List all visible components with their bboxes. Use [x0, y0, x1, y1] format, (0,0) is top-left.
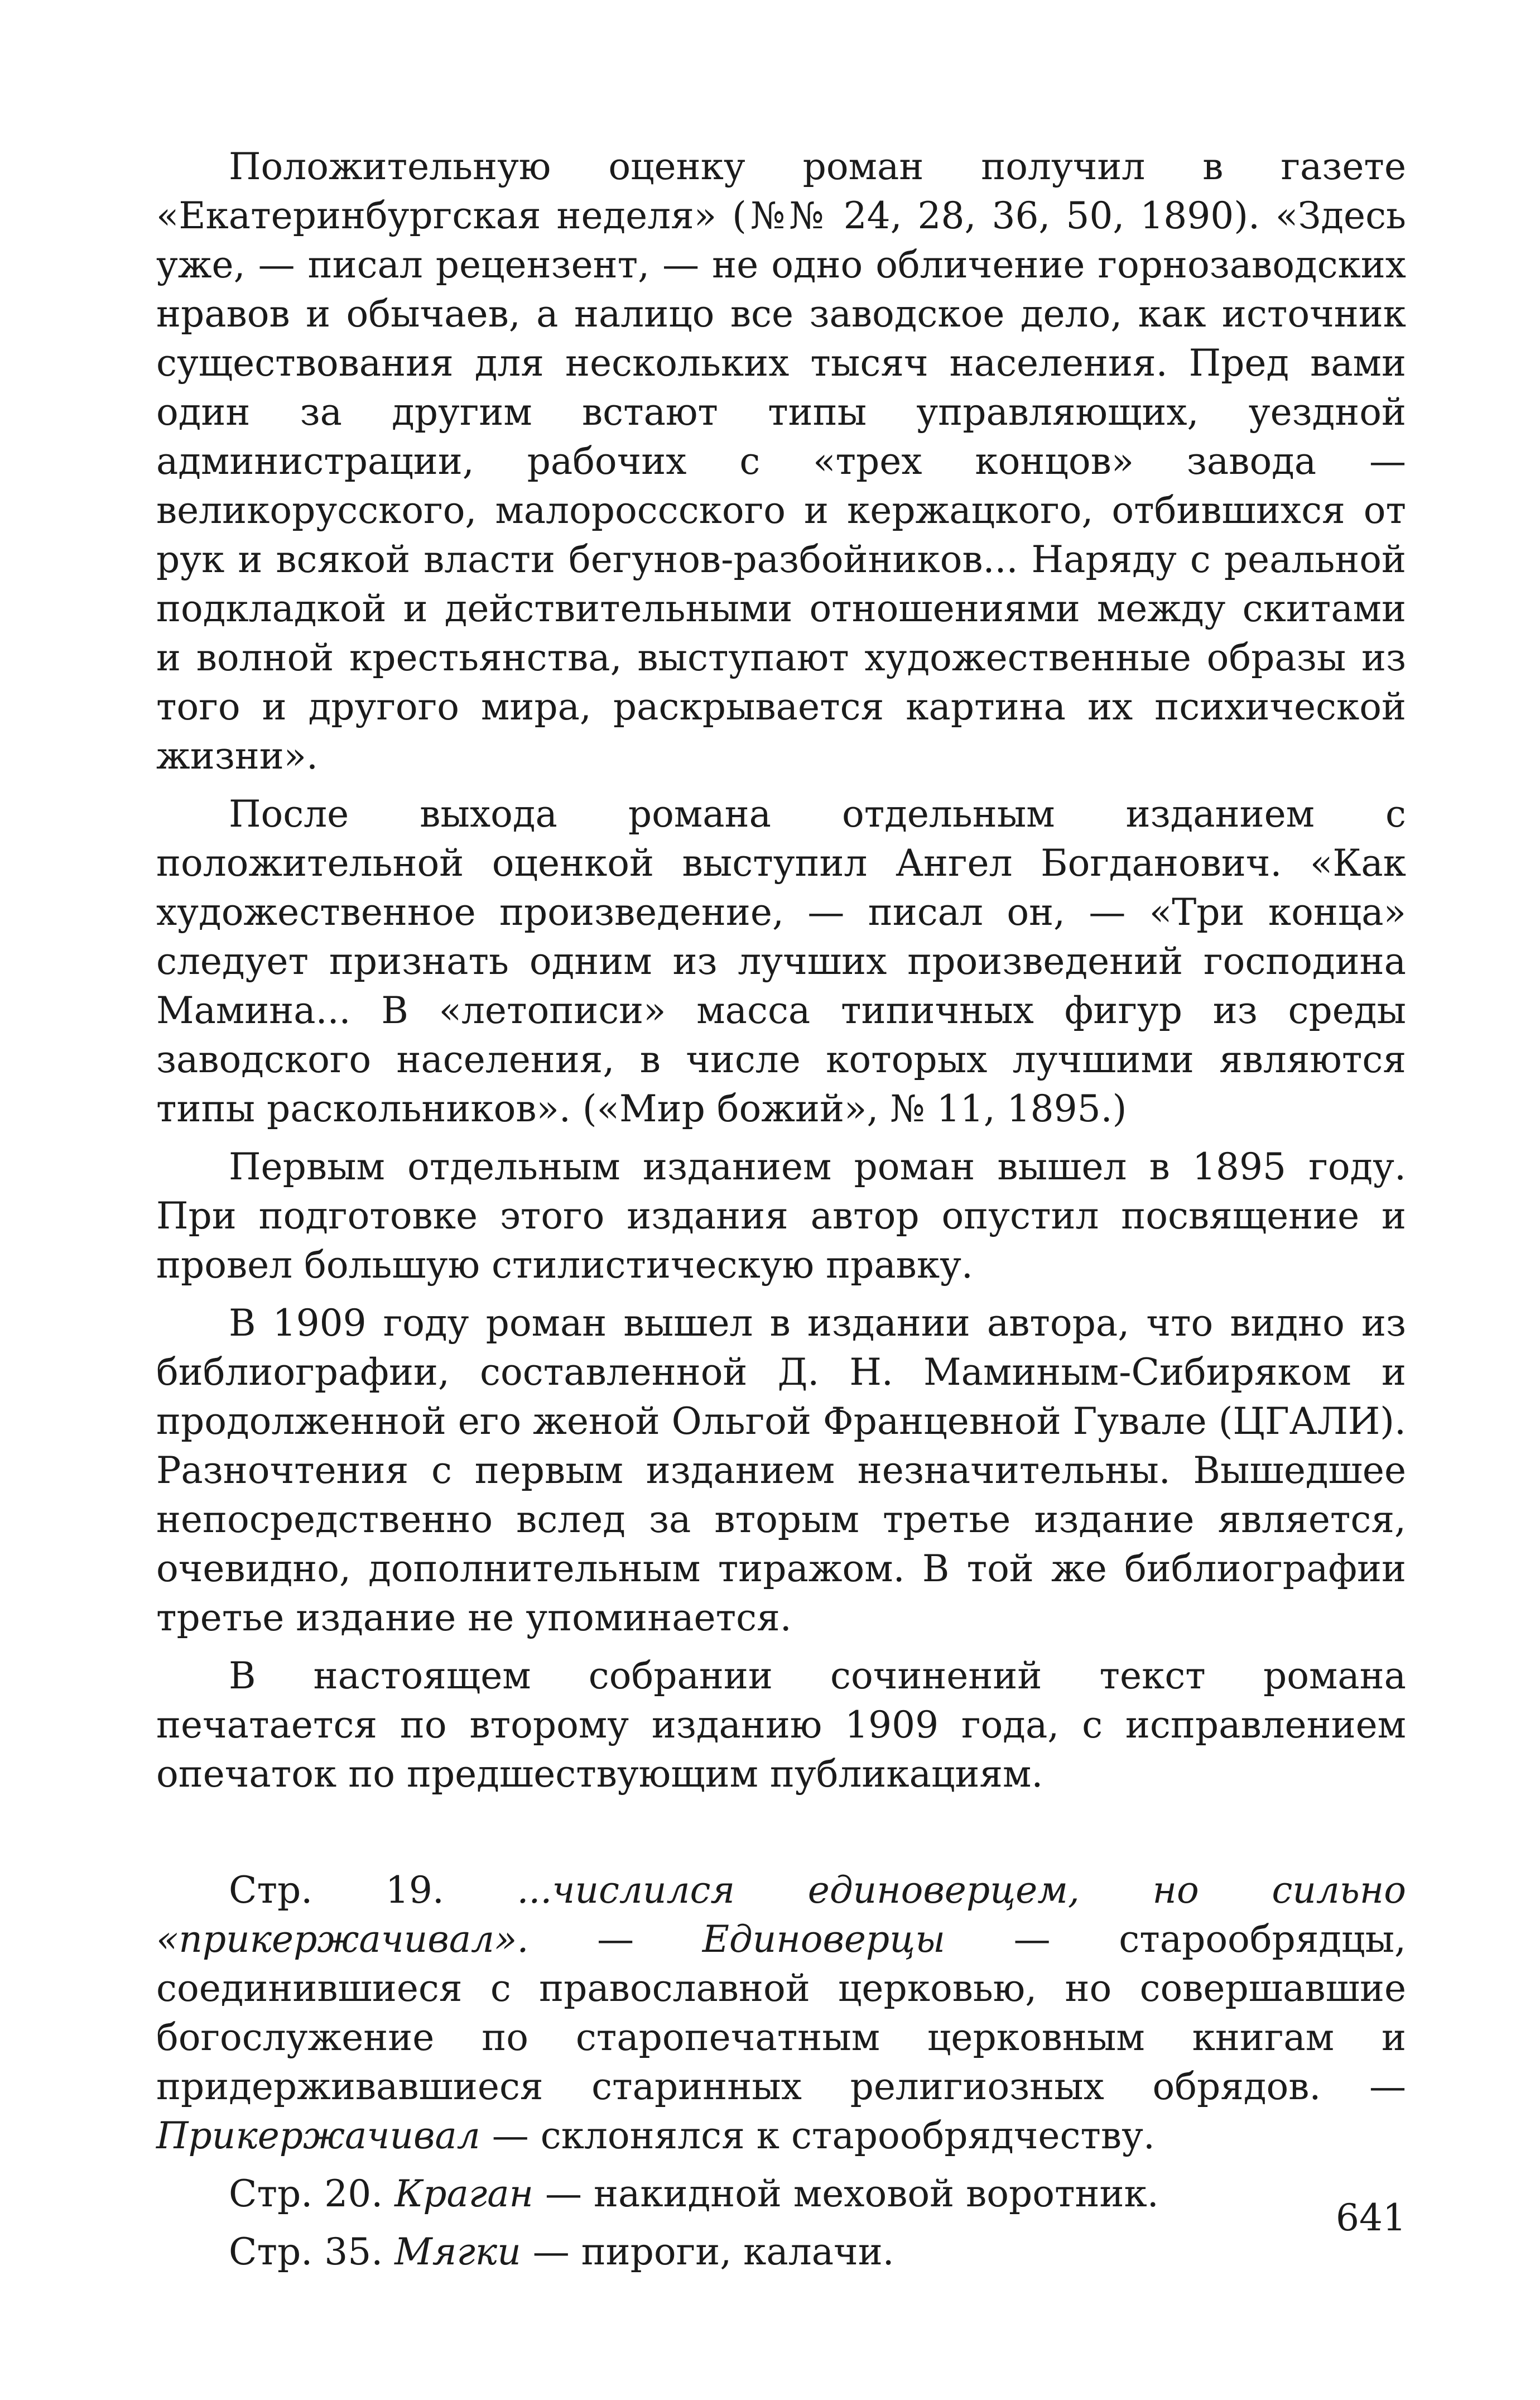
- note-term: Краган: [394, 2172, 534, 2215]
- note-term: Единоверцы: [702, 1918, 945, 1961]
- notes-section: [156, 1866, 1406, 2277]
- commentary-body: [156, 142, 1406, 1799]
- note-page-35: [156, 2228, 1406, 2277]
- paragraph-review-ekaterinburg: Положительную оценку роман получил в газете «Екатеринбургская неделя» (№№ 24, 28, 36, 50, 1890). «Здесь уже, — писал рецензент, — не одно обличение горнозаводских нравов и обычаев, а налицо все заводское дело, как источник существования для нескольких тысяч населения. Пред вами один за другим встают типы управляющих, уездной администрации, рабочих с «трех концов» завода — великорусского, малороссского и кержацкого, отбившихся от рук и всякой власти бегунов-разбойников... Наряду с реальной подкладкой и действительными отношениями между скитами и волной крестьянства, выступают художественные образы из того и другого мира, раскрывается картина их психической жизни».: [156, 145, 1406, 777]
- note-term: Мягки: [394, 2230, 521, 2273]
- note-dash: —: [528, 1918, 702, 1961]
- paragraph-current-edition: В настоящем собрании сочинений текст романа печатается по второму изданию 1909 года, с исправлением опечаток по предшествующим публикациям.: [156, 1654, 1406, 1796]
- note-page-19: [156, 1866, 1406, 2161]
- document-page: [156, 142, 1406, 2286]
- paragraph-review-bogdanovich: После выхода романа отдельным изданием с положительной оценкой выступил Ангел Богданович. «Как художественное произведение, — писал он, — «Три конца» следует признать одним из лучших произведений господина Мамина... В «летописи» масса типичных фигур из среды заводского населения, в числе которых лучшими являются типы раскольников». («Мир божий», № 11, 1895.): [156, 793, 1406, 1130]
- note-term: ...числился единоверцем, но сильно «прикержачивал».: [156, 1869, 1406, 1961]
- note-text: — старообрядцы, соединившиеся с православной церковью, но совершавшие богослужение по старопечатным церковным книгам и придерживавшиеся старинных религиозных обрядов. —: [156, 1918, 1406, 2108]
- note-ref: Стр. 19.: [229, 1869, 444, 1912]
- page-number: 641: [1336, 2196, 1406, 2239]
- note-term: Прикержачивал: [156, 2114, 480, 2157]
- note-page-20: [156, 2169, 1406, 2219]
- note-ref: Стр. 35.: [229, 2230, 383, 2273]
- note-text: — склонялся к старообрядчеству.: [480, 2114, 1155, 2157]
- note-text: — накидной меховой воротник.: [533, 2172, 1159, 2215]
- paragraph-1909-edition: В 1909 году роман вышел в издании автора, что видно из библиографии, составленной Д. Н. Маминым-Сибиряком и продолженной его женой Ольгой Францевной Гувале (ЦГАЛИ). Разночтения с первым изданием незначительны. Вышедшее непосредственно вслед за вторым третье издание является, очевидно, дополнительным тиражом. В той же библиографии третье издание не упоминается.: [156, 1302, 1406, 1639]
- note-text: — пироги, калачи.: [521, 2230, 894, 2273]
- note-ref: Стр. 20.: [229, 2172, 383, 2215]
- paragraph-first-edition: Первым отдельным изданием роман вышел в 1895 году. При подготовке этого издания автор опустил посвящение и провел большую стилистическую правку.: [156, 1145, 1406, 1287]
